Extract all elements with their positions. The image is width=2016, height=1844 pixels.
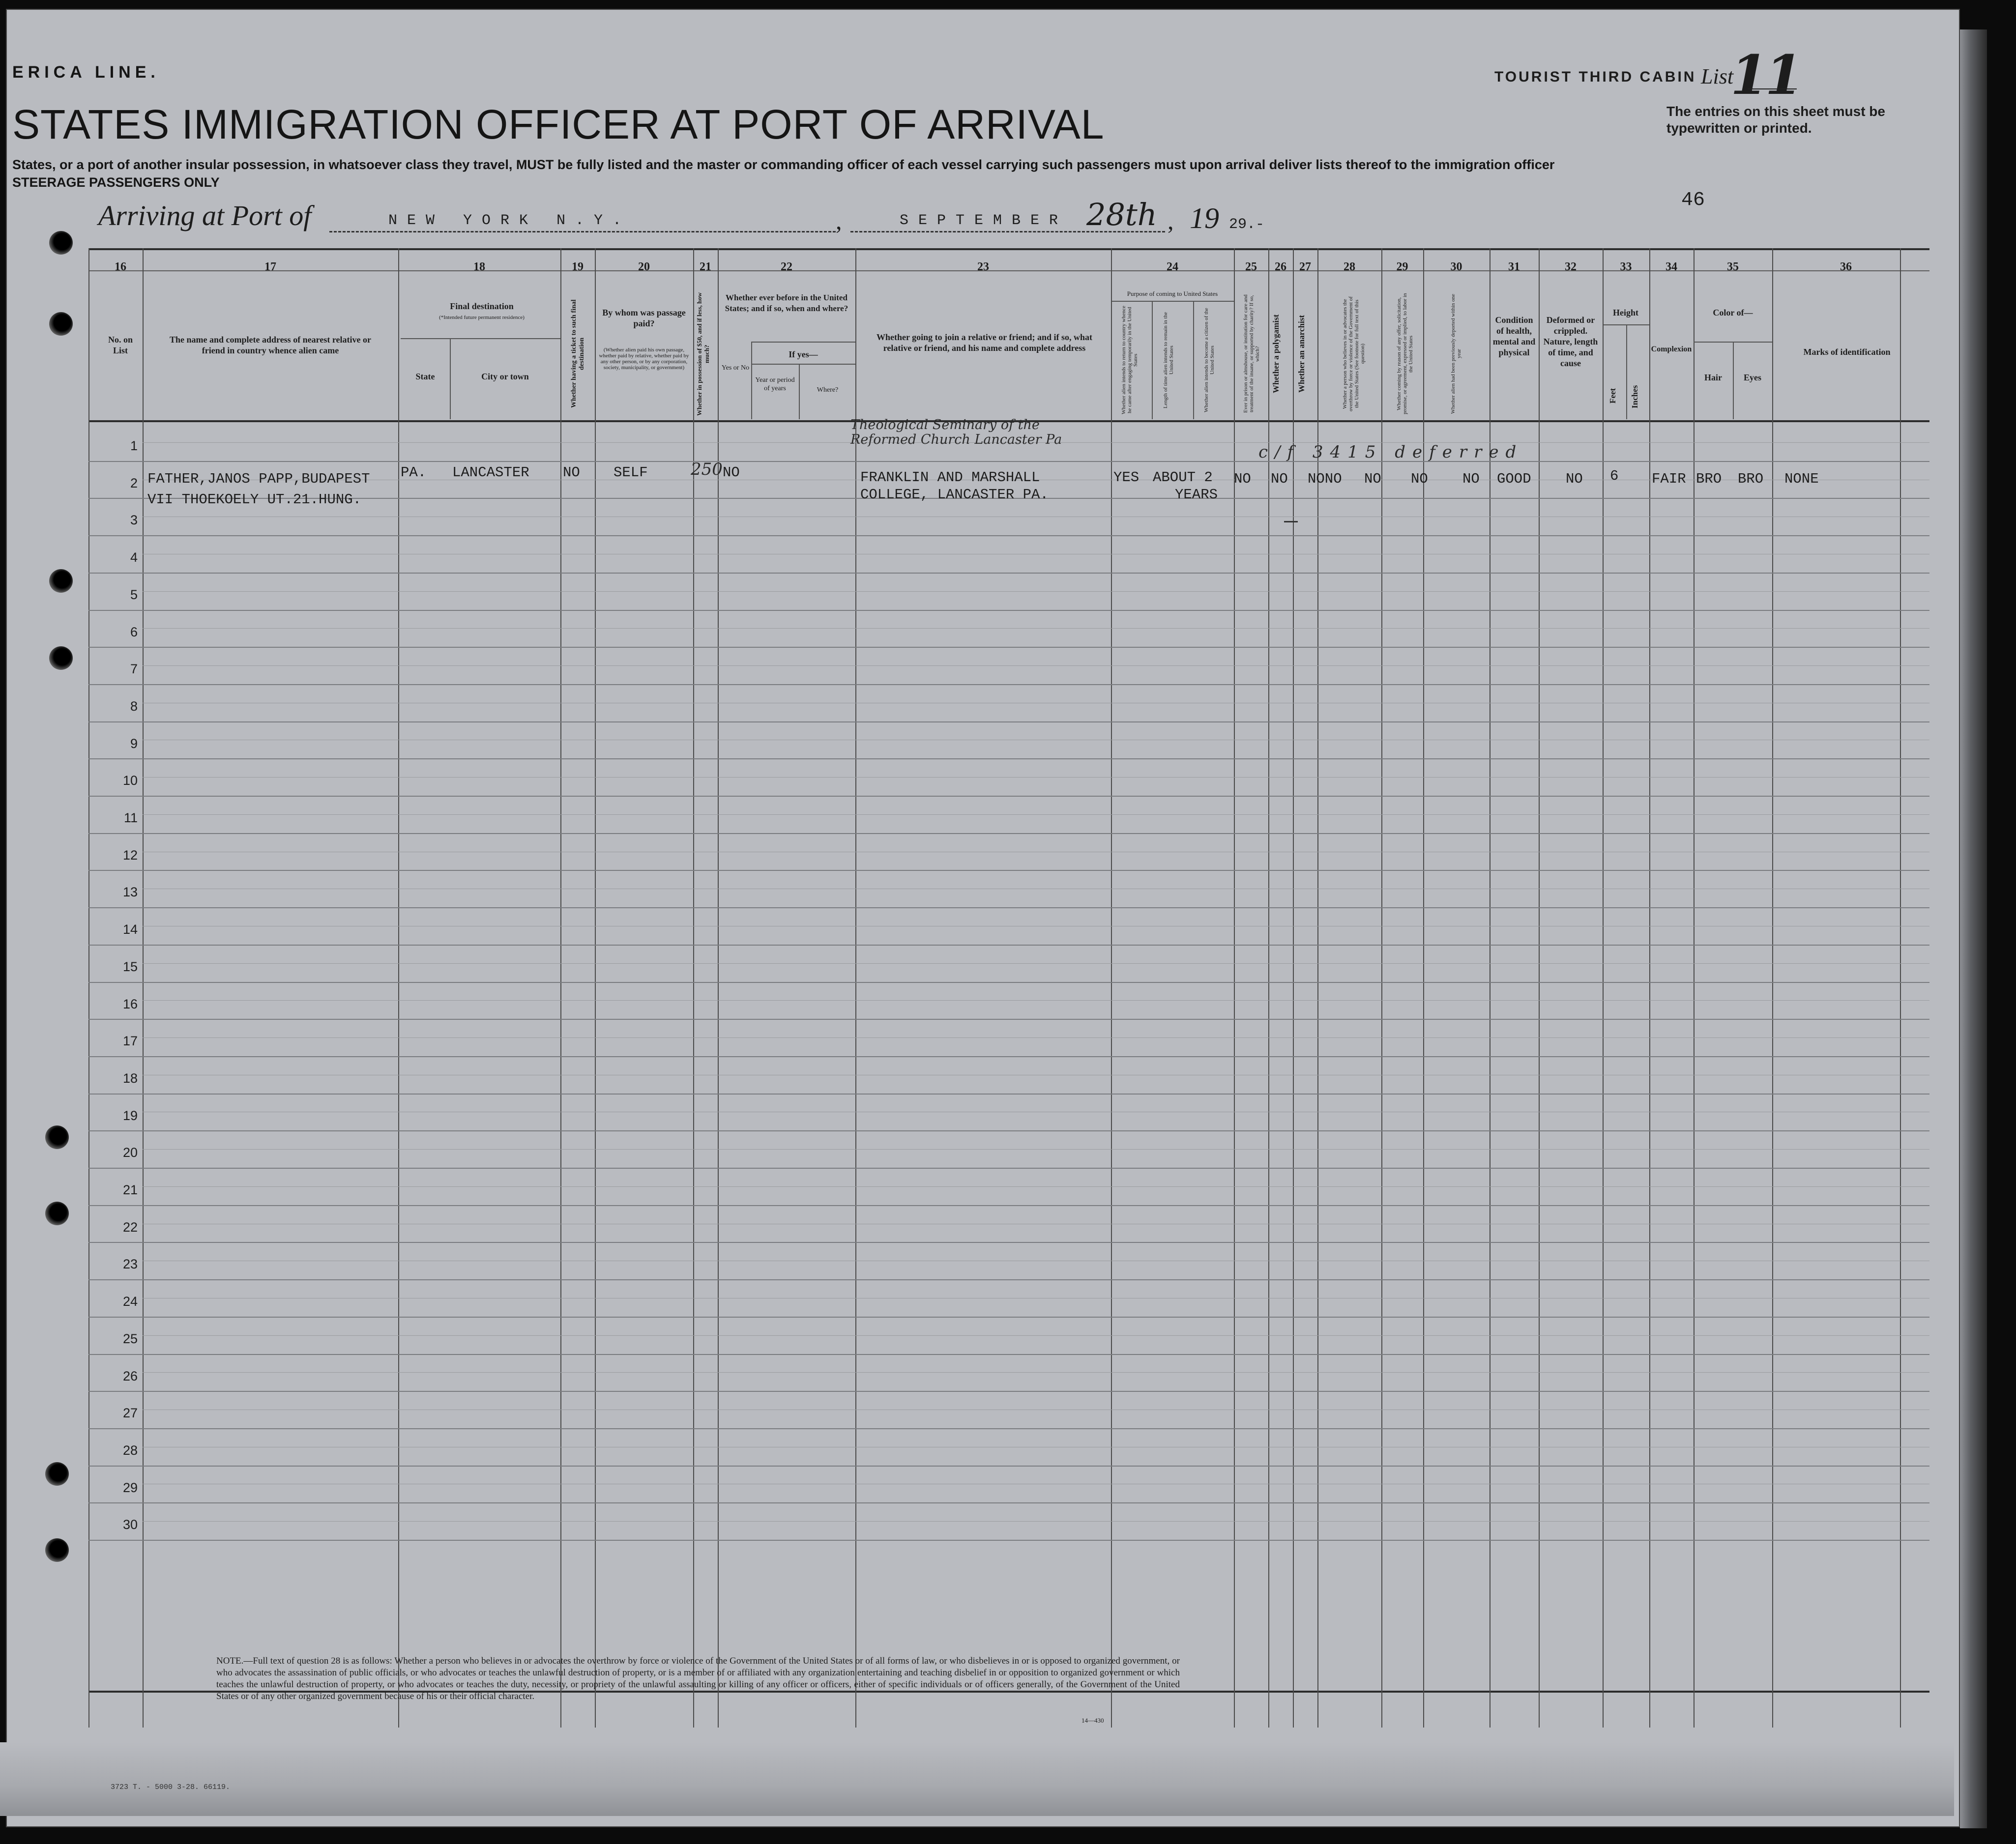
header-height: Height — [1613, 308, 1638, 317]
entry-prison: NO — [1271, 471, 1288, 487]
entry-overthrow: NO — [1364, 471, 1381, 487]
table-top-border — [88, 248, 1929, 250]
row-number: 12 — [122, 847, 138, 863]
header-no-on-list: No. on List — [108, 335, 133, 355]
cabin-class: TOURIST THIRD CABIN — [1494, 69, 1696, 85]
column-divider — [1381, 248, 1382, 1728]
row-number: 26 — [122, 1368, 138, 1383]
header-deported: Whether alien had been previously deported within one year — [1450, 293, 1462, 414]
row-number: 7 — [130, 662, 138, 677]
header-if-yes: If yes— — [789, 349, 818, 359]
arrival-month: SEPTEMBER — [900, 212, 1068, 229]
row-line — [88, 1205, 1929, 1206]
entry-labor: NO — [1411, 471, 1428, 487]
colnum-34: 34 — [1665, 260, 1677, 273]
column-divider — [560, 248, 561, 1728]
row-number: 15 — [122, 959, 138, 974]
row-number: 29 — [122, 1480, 138, 1495]
row-line — [88, 1354, 1929, 1355]
list-underline — [1748, 88, 1797, 89]
entry-eyes: BRO — [1738, 471, 1764, 487]
page-title: STATES IMMIGRATION OFFICER AT PORT OF ARRIVAL — [12, 101, 1105, 147]
row-line — [88, 1317, 1929, 1318]
before-us-subline-2 — [751, 364, 855, 365]
entry-marks: NONE — [1784, 471, 1819, 487]
header-purpose: Purpose of coming to United States — [1127, 290, 1218, 297]
row-line — [88, 461, 1929, 462]
binder-hole — [49, 231, 73, 255]
row-number: 2 — [130, 475, 138, 490]
row-number: 27 — [122, 1406, 138, 1421]
column-divider — [1423, 248, 1424, 1728]
header-yes-no: Yes or No — [721, 364, 750, 372]
colnum-21: 21 — [700, 260, 711, 273]
binder-hole — [49, 569, 73, 593]
entry-annotation: c/f 3415 deferred — [1258, 442, 1523, 462]
header-passage: By whom was passage paid? — [602, 308, 686, 328]
row-number: 24 — [122, 1294, 138, 1309]
row-half-line — [143, 1335, 1929, 1336]
binder-hole — [49, 312, 73, 336]
before-us-subline — [751, 342, 855, 343]
header-return-intent: Whether alien intends to return to country whence he came after engaging temporarily in the United States — [1121, 306, 1139, 414]
header-join-relative: Whether going to join a relative or friend; and if so, what relative or friend, and his name and complete address — [877, 332, 1092, 353]
row-line — [88, 684, 1929, 685]
row-line — [88, 758, 1929, 759]
row-line — [88, 647, 1929, 648]
header-overthrow: Whether a person who believes in or advocates the overthrow by force or violence of the Government of the United States (See footnote for full text of this question) — [1342, 296, 1366, 411]
header-complexion: Complexion — [1651, 345, 1692, 353]
row-number: 25 — [122, 1331, 138, 1346]
row-number: 14 — [122, 922, 138, 937]
row-number: 28 — [122, 1442, 138, 1458]
header-citizen-intent: Whether alien intends to become a citizen of the United States — [1203, 308, 1215, 412]
column-divider — [1111, 248, 1112, 1728]
list-label: List — [1701, 64, 1734, 88]
row-half-line — [143, 1372, 1929, 1373]
column-divider — [398, 248, 399, 1728]
column-divider — [88, 248, 89, 1728]
row-line — [88, 1094, 1929, 1095]
port-underline — [329, 231, 836, 232]
date-comma: , — [1168, 207, 1174, 234]
row-number: 30 — [122, 1517, 138, 1532]
row-line — [88, 870, 1929, 871]
row-line — [88, 1019, 1929, 1020]
colnum-26: 26 — [1275, 260, 1286, 273]
binder-hole — [45, 1462, 69, 1486]
header-deformed: Deformed or crippled. Nature, length of time, and cause — [1543, 315, 1598, 368]
row-number: 18 — [122, 1070, 138, 1086]
header-feet: Feet — [1608, 388, 1617, 403]
column-divider — [1772, 248, 1773, 1728]
entry-length-line2: YEARS — [1175, 487, 1218, 503]
list-number: 11 — [1730, 43, 1800, 107]
passenger-class-note: STEERAGE PASSENGERS ONLY — [12, 175, 220, 190]
colnum-20: 20 — [638, 260, 650, 273]
purpose-subline — [1112, 301, 1234, 302]
header-period: Year or period of years — [755, 376, 795, 392]
entry-deported: NO — [1462, 471, 1480, 487]
row-half-line — [143, 665, 1929, 666]
colnum-23: 23 — [977, 260, 989, 273]
binder-hole — [45, 1202, 69, 1225]
entry-deformed: NO — [1566, 471, 1583, 487]
entry-passage: SELF — [614, 464, 648, 481]
header-prison: Ever in prison or almshouse, or institution for care and treatment of the insane, or supported by charity? If so, which? — [1243, 294, 1260, 413]
entry-polygamist-anarchist: NONO — [1308, 471, 1342, 487]
binder-hole — [45, 1538, 69, 1562]
entry-ticket: NO — [563, 464, 580, 481]
year-suffix: 29.- — [1229, 216, 1265, 233]
entry-relative-line1: FATHER,JANOS PAPP,BUDAPEST — [147, 471, 370, 487]
header-labor: Whether coming by reason of any offer, solicitation, promise, or agreement, expressed or implied, to labor in the United States — [1396, 293, 1414, 415]
row-line — [88, 1056, 1929, 1057]
entry-return: YES — [1113, 469, 1139, 486]
row-line — [88, 1428, 1929, 1429]
colnum-35: 35 — [1727, 260, 1739, 273]
header-health: Condition of health, mental and physical — [1492, 315, 1536, 357]
header-city: City or town — [481, 372, 529, 381]
row-half-line — [143, 1149, 1929, 1150]
row-line — [88, 1502, 1929, 1503]
year-prefix: 19 — [1190, 202, 1219, 234]
header-ticket: Whether having a ticket to such final destination — [570, 299, 585, 408]
column-divider — [1234, 248, 1235, 1728]
entry-relative-line2: VII THOEKOELY UT.21.HUNG. — [147, 491, 362, 508]
header-passage-note: (Whether alien paid his own passage, whether paid by relative, whether paid by any other person, or by any corporation, society, municipality, or government) — [599, 347, 689, 371]
row-half-line — [143, 963, 1929, 964]
row-number: 11 — [123, 810, 138, 825]
row-number: 13 — [122, 885, 138, 900]
header-before-us: Whether ever before in the United States; and if so, when and where? — [725, 293, 848, 313]
row-number: 22 — [122, 1219, 138, 1235]
row-line — [88, 982, 1929, 983]
row-number: 10 — [122, 773, 138, 788]
row-number: 4 — [130, 550, 138, 565]
column-divider — [1603, 248, 1604, 1728]
header-polygamist: Whether a polygamist — [1271, 314, 1281, 394]
entry-length-line1: ABOUT 2 — [1153, 469, 1213, 486]
row-line — [88, 1540, 1929, 1541]
row-line — [88, 535, 1929, 536]
colnum-19: 19 — [572, 260, 584, 273]
row-line — [88, 1130, 1929, 1131]
row-half-line — [143, 1186, 1929, 1187]
colnum-32: 32 — [1565, 260, 1577, 273]
header-length-stay: Length of time alien intends to remain in the United States — [1163, 312, 1174, 408]
entry-tick-mark — [1284, 521, 1298, 522]
line-name: ERICA LINE. — [12, 63, 160, 82]
colnum-27: 27 — [1299, 260, 1311, 273]
row-line — [88, 1242, 1929, 1243]
colnum-16: 16 — [115, 260, 126, 273]
row-number: 20 — [122, 1145, 138, 1160]
colnum-28: 28 — [1344, 260, 1355, 273]
column-divider — [1900, 248, 1901, 1728]
destination-subline — [401, 338, 560, 339]
port-comma: , — [836, 207, 842, 234]
header-destination-note: (*Intended future permanent residence) — [439, 315, 525, 320]
row-half-line — [143, 814, 1929, 815]
entry-join-line1: FRANKLIN AND MARSHALL — [860, 469, 1040, 486]
row-half-line — [143, 628, 1929, 629]
colnum-22: 22 — [781, 260, 792, 273]
purpose-divider-1 — [1152, 301, 1153, 419]
page-bottom-strip — [0, 1742, 1954, 1816]
entry-height-feet: 6 — [1610, 468, 1619, 484]
column-divider — [1649, 248, 1650, 1728]
purpose-divider-2 — [1193, 301, 1194, 419]
column-divider — [1317, 248, 1318, 1728]
column-divider — [595, 248, 596, 1728]
row-number: 3 — [130, 513, 138, 528]
row-line — [88, 1279, 1929, 1280]
row-half-line — [143, 1521, 1929, 1522]
port-value: NEW YORK N.Y. — [388, 212, 632, 229]
colnum-33: 33 — [1620, 260, 1632, 273]
page-edge — [1960, 29, 1987, 1828]
colnum-25: 25 — [1245, 260, 1257, 273]
entry-join-line2: COLLEGE, LANCASTER PA. — [860, 487, 1049, 503]
row-line — [88, 721, 1929, 722]
header-color-of: Color of— — [1713, 308, 1753, 317]
row-line — [88, 1391, 1929, 1392]
row-line — [88, 610, 1929, 611]
colnum-29: 29 — [1396, 260, 1408, 273]
row-number: 8 — [130, 698, 138, 714]
header-final-destination: Final destination — [450, 301, 514, 311]
row-half-line — [143, 591, 1929, 592]
colnum-36: 36 — [1840, 260, 1852, 273]
colnum-17: 17 — [264, 260, 276, 273]
row-line — [88, 796, 1929, 797]
row-half-line — [143, 1037, 1929, 1038]
row-number: 5 — [130, 587, 138, 602]
row-number: 6 — [130, 624, 138, 639]
row-half-line — [143, 777, 1929, 778]
entry-hair: BRO — [1696, 471, 1722, 487]
typewritten-note: The entries on this sheet must be typewritten or printed. — [1666, 104, 1885, 136]
entry-join-handwritten: Theological Seminary of the Reformed Church Lancaster Pa — [850, 417, 1062, 447]
header-state: State — [415, 372, 435, 381]
row-number: 23 — [122, 1257, 138, 1272]
entry-health: GOOD — [1497, 471, 1531, 487]
header-anarchist: Whether an anarchist — [1297, 315, 1306, 393]
header-hair: Hair — [1704, 373, 1722, 382]
binder-hole — [49, 646, 73, 670]
row-number: 9 — [130, 736, 138, 751]
height-divider — [1626, 324, 1627, 419]
header-eyes: Eyes — [1744, 373, 1761, 382]
row-number: 1 — [130, 438, 138, 453]
column-divider — [1694, 248, 1695, 1728]
print-reference: 3723 T. - 5000 3-28. 66119. — [111, 1783, 231, 1791]
entry-before-us: NO — [723, 464, 740, 481]
entry-city: LANCASTER — [452, 464, 529, 481]
row-number: 21 — [122, 1182, 138, 1197]
header-where: Where? — [817, 386, 839, 394]
footnote-code: 14—430 — [1081, 1717, 1104, 1724]
binder-hole — [45, 1125, 69, 1149]
column-divider — [143, 248, 144, 1728]
colnum-18: 18 — [473, 260, 485, 273]
row-line — [88, 1466, 1929, 1467]
entry-money: 250 — [691, 460, 723, 479]
row-line — [88, 833, 1929, 834]
arriving-label: Arriving at Port of — [98, 200, 312, 231]
sheet-number: 46 — [1681, 189, 1705, 211]
row-number: 19 — [122, 1108, 138, 1123]
header-money: Whether in possession of $50, and if less, how much? — [696, 292, 710, 416]
column-divider — [1268, 248, 1269, 1728]
row-number: 17 — [122, 1034, 138, 1049]
column-divider — [855, 248, 856, 1728]
arrival-day: 28th — [1086, 197, 1157, 232]
row-line — [88, 1168, 1929, 1169]
row-line — [88, 907, 1929, 908]
column-divider — [1539, 248, 1540, 1728]
row-half-line — [143, 1000, 1929, 1001]
entry-complexion: FAIR — [1652, 471, 1686, 487]
subtitle: States, or a port of another insular possession, in whatsoever class they travel, MUST be fully listed and the master or commanding officer of each vessel carrying such passengers must upon arrival deliver lists thereof to the immigration officer — [12, 157, 1555, 172]
colnum-30: 30 — [1450, 260, 1462, 273]
footnote: NOTE.—Full text of question 28 is as follows: Whether a person who believes in or advocates the overthrow by force or violence of the Government of the United States or of all forms of law, or who disbelieves in or is opposed to organized government, or who advocates the assassination of public officials, or who advocates or teaches the unlawful destruction of property, or is a member of or affiliated with any organization entertaining and teaching disbelief in or opposition to organized government or which teaches the unlawful destruction of property, or who advocates or teaches the duty, necessity, or propriety of the unlawful assaulting or killing of any officer or officers, either of specific individuals or of officers generally, of the Government of the United States or of any other organized government because of his or their official character. — [216, 1656, 1180, 1701]
row-line — [88, 573, 1929, 574]
colnum-31: 31 — [1508, 260, 1520, 273]
column-divider — [1293, 248, 1294, 1728]
row-line — [88, 945, 1929, 946]
header-inches: Inches — [1630, 385, 1639, 409]
entry-citizen: NO — [1234, 471, 1251, 487]
colnum-24: 24 — [1167, 260, 1178, 273]
entry-state: PA. — [401, 464, 427, 481]
header-marks: Marks of identification — [1803, 347, 1891, 357]
header-relative-address: The name and complete address of nearest relative or friend in country whence alien came — [170, 335, 371, 355]
row-number: 16 — [122, 996, 138, 1011]
